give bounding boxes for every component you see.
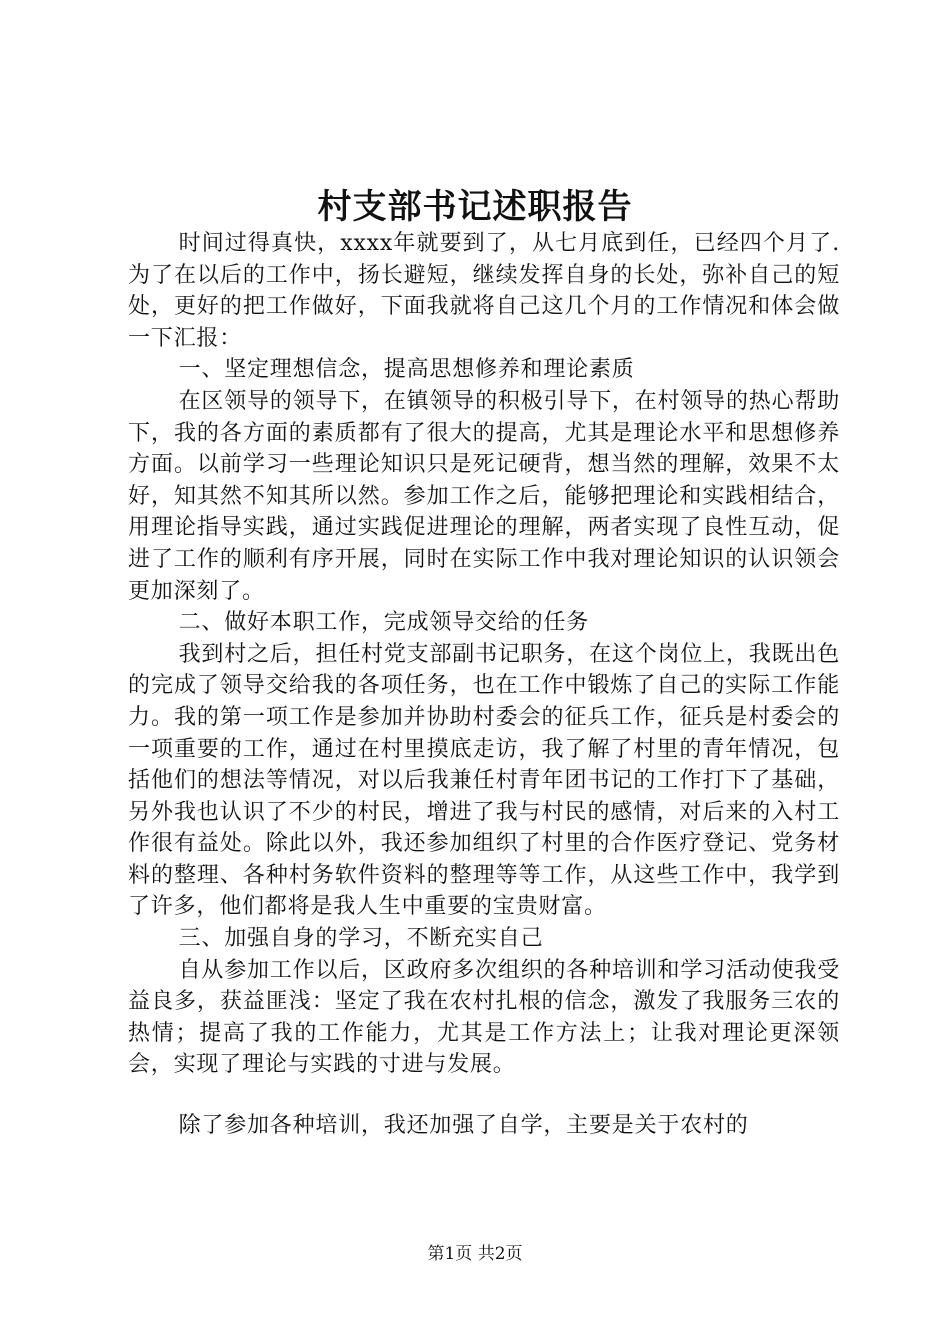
continued-paragraph: 除了参加各种培训，我还加强了自学，主要是关于农村的 [178,1113,749,1139]
section-heading-3: 三、加强自身的学习，不断充实自己 [178,926,544,952]
page-number-footer: 第1页 共2页 [427,1244,523,1264]
section-heading-1: 一、坚定理想信念，提高思想修养和理论素质 [178,357,635,383]
intro-paragraph: 时间过得真快，xxxx年就要到了，从七月底到任，已经四个月了.为了在以后的工作中，扬长避短，继续发挥自身的长处，弥补自己的短处，更好的把工作做好，下面我就将自己这几个月的工作情况和体会做一下汇报： [128,231,840,351]
section-2-paragraph: 我到村之后，担任村党支部副书记职务，在这个岗位上，我既出色的完成了领导交给我的各项任务，也在工作中锻炼了自己的实际工作能力。我的第一项工作是参加并协助村委会的征兵工作，征兵是村委会的一项重要的工作，通过在村里摸底走访，我了解了村里的青年情况，包括他们的想法等情况，对以后我兼任村青年团书记的工作打下了基础，另外我也认识了不少的村民，增进了我与村民的感情，对后来的入村工作很有益处。除此以外，我还参加组织了村里的合作医疗登记、党务材料的整理、各种村务软件资料的整理等等工作，从这些工作中，我学到了许多，他们都将是我人生中重要的宝贵财富。 [128,641,840,920]
document-title: 村支部书记述职报告 [317,187,633,227]
document-body [128,228,840,1142]
section-1-paragraph: 在区领导的领导下，在镇领导的积极引导下，在村领导的热心帮助下，我的各方面的素质都有了很大的提高，尤其是理论水平和思想修养方面。以前学习一些理论知识只是死记硬背，想当然的理解，效果不太好，知其然不知其所以然。参加工作之后，能够把理论和实践相结合，用理论指导实践，通过实践促进理论的理解，两者实现了良性互动，促进了工作的顺利有序开展，同时在实际工作中我对理论知识的认识领会更加深刻了。 [128,388,840,604]
section-heading-2: 二、做好本职工作，完成领导交给的任务 [178,610,589,636]
section-3-paragraph: 自从参加工作以后，区政府多次组织的各种培训和学习活动使我受益良多，获益匪浅：坚定了我在农村扎根的信念，激发了我服务三农的热情；提高了我的工作能力，尤其是工作方法上；让我对理论更深领会，实现了理论与实践的寸进与发展。 [128,957,840,1078]
